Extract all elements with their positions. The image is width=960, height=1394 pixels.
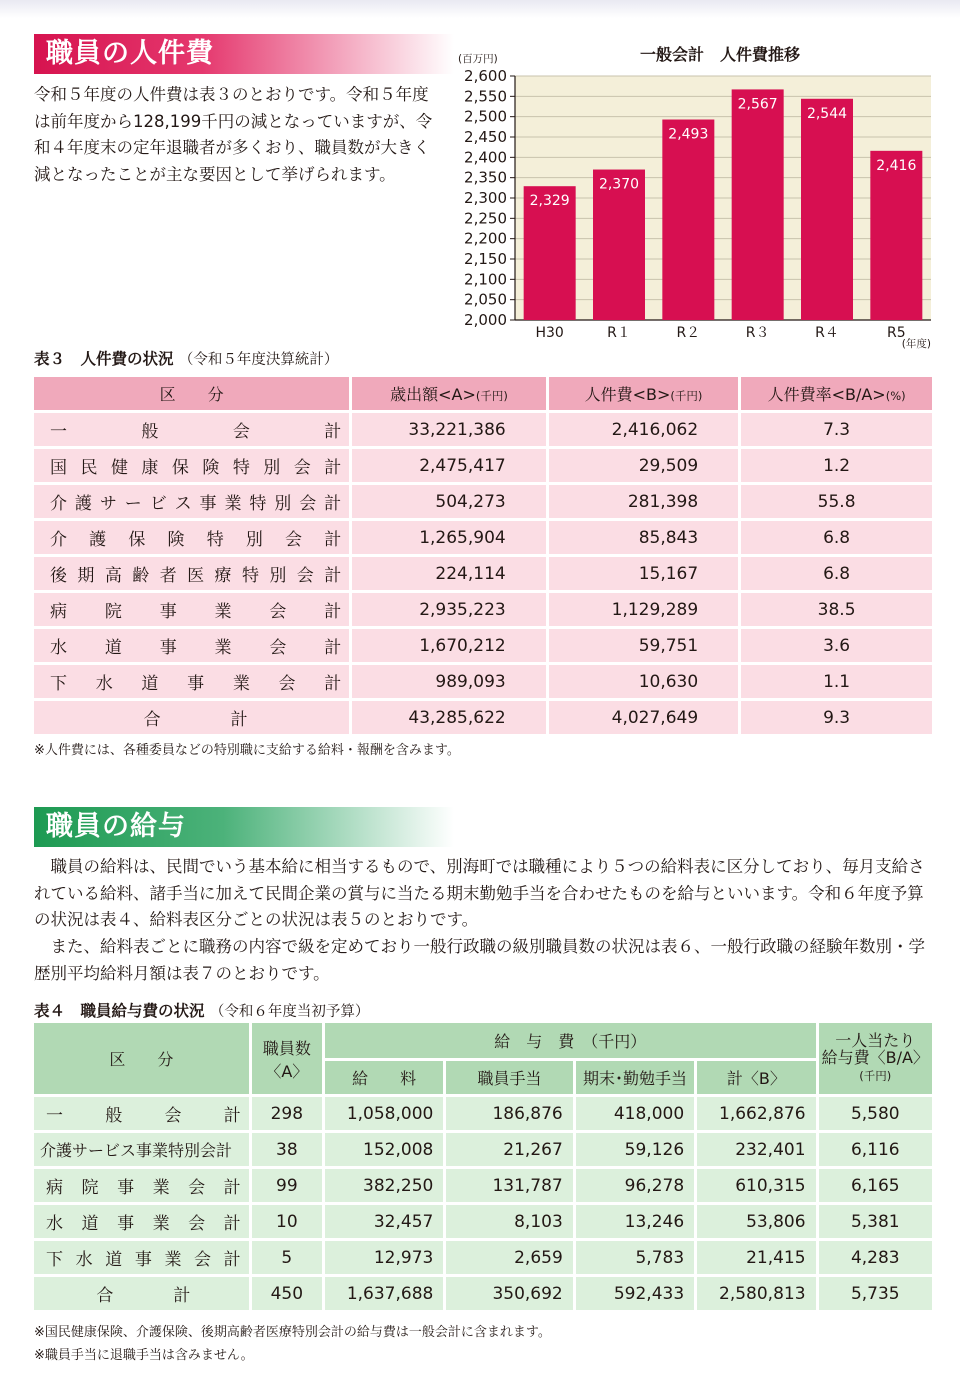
table3-cell-ratio: 55.8 <box>741 485 932 518</box>
chart-bar-value-label: 2,544 <box>806 105 848 122</box>
table4-cell-per-person: 5,580 <box>819 1097 932 1130</box>
table4-row <box>34 1205 932 1238</box>
table4-cell-total: 53,806 <box>697 1205 815 1238</box>
table3-cell-name: 下 水 道 事 業 会 計 <box>34 665 349 698</box>
chart-y-unit: (百万円) <box>458 53 498 65</box>
chart-y-tick-label: 2,350 <box>464 168 507 187</box>
table4-cell-staff: 38 <box>252 1133 322 1166</box>
table4-cell-allowance: 186,876 <box>446 1097 572 1130</box>
table4-cell-name: 下 水 道 事 業 会 計 <box>34 1241 249 1274</box>
table4-cell-staff: 10 <box>252 1205 322 1238</box>
table4-cell-salary: 1,637,688 <box>325 1277 443 1310</box>
table3-cell-name: 後 期 高 齢 者 医 療 特 別 会 計 <box>34 557 349 590</box>
chart-y-tick-label: 2,600 <box>464 67 507 85</box>
table3-cell-expenditure: 43,285,622 <box>352 701 546 734</box>
table3-cell-name: 介 護 サ ー ビ ス 事 業 特 別 会 計 <box>34 485 349 518</box>
table3-cell-expenditure: 1,670,212 <box>352 629 546 662</box>
table3-row <box>34 413 932 446</box>
table4-header-salary-group: 給 与 費 （千円） <box>325 1023 816 1058</box>
table3-cell-personnel: 281,398 <box>549 485 738 518</box>
chart-category-label: R３ <box>745 325 770 341</box>
table4-cell-total: 2,580,813 <box>697 1277 815 1310</box>
table4-cell-per-person: 5,735 <box>819 1277 932 1310</box>
table3-cell-ratio: 38.5 <box>741 593 932 626</box>
table4-cell-name: 介護サービス事業特別会計 <box>34 1133 249 1166</box>
table3-header-expenditure: 歳出額<A>(千円) <box>352 377 546 410</box>
table4-cell-total: 232,401 <box>697 1133 815 1166</box>
table3-row <box>34 449 932 482</box>
table3-cell-ratio: 9.3 <box>741 701 932 734</box>
table4-cell-bonus: 96,278 <box>576 1169 694 1202</box>
chart-category-label: R２ <box>676 325 701 341</box>
table3-cell-personnel: 1,129,289 <box>549 593 738 626</box>
table4-cell-per-person: 4,283 <box>819 1241 932 1274</box>
chart-y-tick-label: 2,100 <box>464 270 507 289</box>
table3-cell-name: 合 計 <box>34 701 349 734</box>
table3-cell-name: 水 道 事 業 会 計 <box>34 629 349 662</box>
table3-row <box>34 593 932 626</box>
table4-cell-staff: 99 <box>252 1169 322 1202</box>
table3-row <box>34 485 932 518</box>
table3-cell-personnel: 15,167 <box>549 557 738 590</box>
table3-row <box>34 701 932 734</box>
table4-cell-allowance: 21,267 <box>446 1133 572 1166</box>
table4-header-row-1 <box>34 1023 932 1058</box>
table4-row <box>34 1169 932 1202</box>
table4-cell-salary: 1,058,000 <box>325 1097 443 1130</box>
table4-cell-bonus: 59,126 <box>576 1133 694 1166</box>
chart-y-tick-label: 2,550 <box>464 87 507 106</box>
chart-y-tick-label: 2,450 <box>464 128 507 146</box>
table4-header-allowance: 職員手当 <box>446 1061 572 1094</box>
table3-cell-name: 介 護 保 険 特 別 会 計 <box>34 521 349 554</box>
table4-row <box>34 1133 932 1166</box>
section-title-personnel-cost: 職員の人件費 <box>34 34 454 74</box>
salary-paragraph-1: 職員の給料は、民間でいう基本給に相当するもので、別海町では職種により５つの給料表に区分しており、毎月支給されている給料、諸手当に加えて民間企業の賞与に当たる期末勤勉手当を合わせたものを給与といいます。令和６年度予算の状況は表４、給料表区分ごとの状況は表５のとおりです。 <box>34 857 925 929</box>
table3-cell-ratio: 6.8 <box>741 521 932 554</box>
chart-svg <box>455 40 940 360</box>
table4-header-category: 区 分 <box>34 1023 249 1094</box>
salary-cost-table <box>31 1020 935 1313</box>
table3-note: ※人件費には、各種委員などの特別職に支給する給料・報酬を含みます。 <box>34 743 460 758</box>
chart-bar-value-label: 2,416 <box>876 157 917 174</box>
table4-cell-bonus: 592,433 <box>576 1277 694 1310</box>
chart-y-tick-label: 2,150 <box>464 250 507 268</box>
salary-paragraph-2: また、給料表ごとに職務の内容で級を定めており一般行政職の級別職員数の状況は表６、一般行政職の経験年数別・学歴別平均給料月額は表７のとおりです。 <box>34 937 925 983</box>
table3-cell-expenditure: 33,221,386 <box>352 413 546 446</box>
chart-bar-value-label: 2,567 <box>737 96 778 113</box>
chart-bar-value-label: 2,370 <box>598 176 640 193</box>
table4-cell-bonus: 13,246 <box>576 1205 694 1238</box>
table4-cell-total: 610,315 <box>697 1169 815 1202</box>
table3-cell-expenditure: 989,093 <box>352 665 546 698</box>
table4-cell-per-person: 6,165 <box>819 1169 932 1202</box>
table3-row <box>34 557 932 590</box>
table4-cell-total: 21,415 <box>697 1241 815 1274</box>
table3-cell-expenditure: 1,265,904 <box>352 521 546 554</box>
table4-cell-staff: 298 <box>252 1097 322 1130</box>
chart-y-tick-label: 2,000 <box>464 311 507 329</box>
section-title-salary: 職員の給与 <box>34 807 454 847</box>
table4-cell-allowance: 350,692 <box>446 1277 572 1310</box>
table4-header-salary: 給 料 <box>325 1061 443 1094</box>
table4-cell-per-person: 5,381 <box>819 1205 932 1238</box>
table4-cell-salary: 152,008 <box>325 1133 443 1166</box>
table3-cell-personnel: 85,843 <box>549 521 738 554</box>
chart-x-unit: (年度) <box>901 338 931 350</box>
table4-cell-per-person: 6,116 <box>819 1133 932 1166</box>
chart-category-label: R5 <box>887 325 906 341</box>
table3-cell-personnel: 59,751 <box>549 629 738 662</box>
chart-bar <box>732 89 784 320</box>
chart-y-tick-label: 2,300 <box>464 189 507 207</box>
table4-header-staff: 職員数 〈A〉 <box>252 1023 322 1094</box>
table4-cell-allowance: 8,103 <box>446 1205 572 1238</box>
chart-category-label: H30 <box>535 325 564 341</box>
chart-bar <box>662 120 714 320</box>
table4-cell-salary: 12,973 <box>325 1241 443 1274</box>
chart-bar-value-label: 2,329 <box>529 193 570 210</box>
table3-cell-personnel: 2,416,062 <box>549 413 738 446</box>
table4-header-total: 計〈B〉 <box>697 1061 815 1094</box>
table4-cell-allowance: 131,787 <box>446 1169 572 1202</box>
table3-cell-personnel: 10,630 <box>549 665 738 698</box>
chart-bar <box>870 151 922 320</box>
table3-cell-name: 国 民 健 康 保 険 特 別 会 計 <box>34 449 349 482</box>
table3-header-category: 区 分 <box>34 377 349 410</box>
chart-y-tick-label: 2,500 <box>464 107 507 126</box>
table3-cell-name: 病 院 事 業 会 計 <box>34 593 349 626</box>
top-band <box>0 0 960 18</box>
chart-y-tick-label: 2,200 <box>464 229 507 248</box>
table3-caption <box>34 347 338 369</box>
table4-cell-staff: 5 <box>252 1241 322 1274</box>
table4-caption-sub: （令和６年度当初予算） <box>209 1004 370 1020</box>
table3-header-row <box>34 377 932 410</box>
chart-category-label: R１ <box>607 325 631 341</box>
personnel-cost-table <box>31 374 935 737</box>
personnel-cost-intro: 令和５年度の人件費は表３のとおりです。令和５年度は前年度から128,199千円の減となっていますが、令和４年度末の定年退職者が多くおり、職員数が大きく減となったことが主な要因として挙げられます。 <box>34 85 433 184</box>
table3-cell-ratio: 1.2 <box>741 449 932 482</box>
table4-row <box>34 1277 932 1310</box>
table4-cell-name: 一 般 会 計 <box>34 1097 249 1130</box>
table4-cell-bonus: 5,783 <box>576 1241 694 1274</box>
table3-cell-expenditure: 2,475,417 <box>352 449 546 482</box>
table3-cell-ratio: 6.8 <box>741 557 932 590</box>
chart-bar <box>801 99 853 320</box>
table4-row <box>34 1241 932 1274</box>
table4-cell-salary: 382,250 <box>325 1169 443 1202</box>
table3-cell-expenditure: 2,935,223 <box>352 593 546 626</box>
table3-header-ratio: 人件費率<B/A>(%) <box>741 377 932 410</box>
table3-cell-ratio: 3.6 <box>741 629 932 662</box>
table3-cell-ratio: 7.3 <box>741 413 932 446</box>
table3-header-personnel: 人件費<B>(千円) <box>549 377 738 410</box>
chart-bar-value-label: 2,493 <box>668 126 709 143</box>
table4-cell-name: 合 計 <box>34 1277 249 1310</box>
table4-cell-name: 病 院 事 業 会 計 <box>34 1169 249 1202</box>
table3-cell-personnel: 4,027,649 <box>549 701 738 734</box>
table3-row <box>34 521 932 554</box>
table4-header-per-person: 一人当たり 給与費〈B/A〉 (千円) <box>819 1023 932 1094</box>
table4-note-1: ※国民健康保険、介護保険、後期高齢者医療特別会計の給与費は一般会計に含まれます。 <box>34 1325 551 1340</box>
table3-cell-expenditure: 224,114 <box>352 557 546 590</box>
table4-header-bonus: 期末･勤勉手当 <box>576 1061 694 1094</box>
chart-title: 一般会計 人件費推移 <box>639 45 801 64</box>
table4-cell-salary: 32,457 <box>325 1205 443 1238</box>
table4-note-2: ※職員手当に退職手当は含みません。 <box>34 1348 254 1363</box>
table4-caption-title: 表４ 職員給与費の状況 <box>34 1002 205 1020</box>
table3-caption-sub: （令和５年度決算統計） <box>178 352 339 368</box>
personnel-cost-chart <box>455 40 940 360</box>
table3-cell-ratio: 1.1 <box>741 665 932 698</box>
table4-cell-staff: 450 <box>252 1277 322 1310</box>
chart-y-tick-label: 2,400 <box>464 148 507 167</box>
table4-cell-name: 水 道 事 業 会 計 <box>34 1205 249 1238</box>
table3-cell-expenditure: 504,273 <box>352 485 546 518</box>
table4-row <box>34 1097 932 1130</box>
table3-cell-personnel: 29,509 <box>549 449 738 482</box>
table3-row <box>34 629 932 662</box>
table4-caption <box>34 999 369 1021</box>
table4-cell-allowance: 2,659 <box>446 1241 572 1274</box>
table3-caption-title: 表３ 人件費の状況 <box>34 350 174 368</box>
chart-category-label: R４ <box>815 325 839 341</box>
chart-y-tick-label: 2,050 <box>464 290 507 309</box>
table4-cell-total: 1,662,876 <box>697 1097 815 1130</box>
table4-cell-bonus: 418,000 <box>576 1097 694 1130</box>
table3-cell-name: 一 般 会 計 <box>34 413 349 446</box>
table3-row <box>34 665 932 698</box>
chart-y-tick-label: 2,250 <box>464 209 507 228</box>
